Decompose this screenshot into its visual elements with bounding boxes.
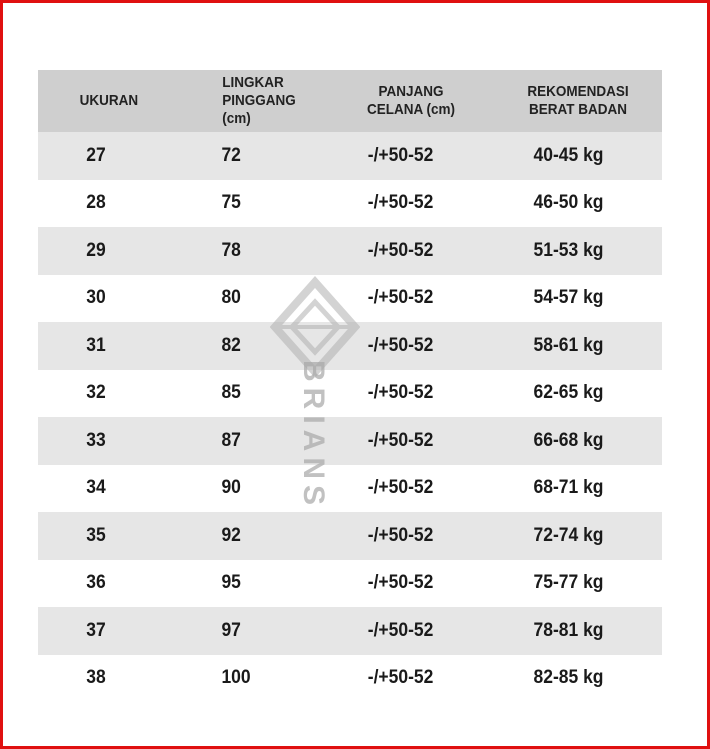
table-row [38,465,662,513]
size-cell: 29 [86,239,106,261]
length-cell: -/+50-52 [367,477,434,499]
table-row [38,132,662,180]
brians-watermark-text: BRIANS [297,360,330,512]
weight-cell: 51-53 kg [533,239,604,261]
table-row [38,560,662,608]
waist-cell: 72 [221,144,241,166]
length-cell: -/+50-52 [367,239,434,261]
weight-cell: 54-57 kg [533,287,604,309]
waist-cell: 92 [221,524,241,546]
length-cell: -/+50-52 [367,667,434,689]
header-length: PANJANG CELANA (cm) [366,83,456,118]
waist-cell: 95 [221,572,241,594]
header-waist: LINGKAR PINGGANG (cm) [222,74,296,127]
waist-cell: 78 [221,239,241,261]
weight-cell: 72-74 kg [533,524,604,546]
size-chart [38,70,662,702]
weight-cell: 58-61 kg [533,334,604,356]
length-cell: -/+50-52 [367,192,434,214]
size-chart-table [38,70,662,702]
size-cell: 35 [86,524,106,546]
length-cell: -/+50-52 [367,524,434,546]
size-cell: 28 [86,192,106,214]
table-row [38,607,662,655]
waist-cell: 75 [221,192,241,214]
weight-cell: 78-81 kg [533,619,604,641]
size-cell: 36 [86,572,106,594]
weight-cell: 68-71 kg [533,477,604,499]
size-cell: 33 [86,429,106,451]
size-cell: 27 [86,144,106,166]
table-row [38,512,662,560]
header-weight: REKOMENDASI BERAT BADAN [527,83,629,118]
table-row [38,655,662,703]
size-cell: 32 [86,382,106,404]
length-cell: -/+50-52 [367,144,434,166]
waist-cell: 90 [221,477,241,499]
size-cell: 31 [86,334,106,356]
length-cell: -/+50-52 [367,572,434,594]
table-row [38,227,662,275]
length-cell: -/+50-52 [367,619,434,641]
size-cell: 37 [86,619,106,641]
size-cell: 30 [86,287,106,309]
size-cell: 34 [86,477,106,499]
table-row [38,180,662,228]
waist-cell: 82 [221,334,241,356]
table-row [38,370,662,418]
length-cell: -/+50-52 [367,382,434,404]
weight-cell: 40-45 kg [533,144,604,166]
weight-cell: 46-50 kg [533,192,604,214]
weight-cell: 82-85 kg [533,667,604,689]
length-cell: -/+50-52 [367,429,434,451]
weight-cell: 62-65 kg [533,382,604,404]
waist-cell: 80 [221,287,241,309]
waist-cell: 87 [221,429,241,451]
table-header-row [38,70,662,132]
weight-cell: 66-68 kg [533,429,604,451]
table-row [38,417,662,465]
table-row [38,322,662,370]
waist-cell: 100 [221,667,251,689]
header-size: UKURAN [79,92,139,109]
size-cell: 38 [86,667,106,689]
length-cell: -/+50-52 [367,287,434,309]
waist-cell: 97 [221,619,241,641]
length-cell: -/+50-52 [367,334,434,356]
weight-cell: 75-77 kg [533,572,604,594]
table-row [38,275,662,323]
waist-cell: 85 [221,382,241,404]
